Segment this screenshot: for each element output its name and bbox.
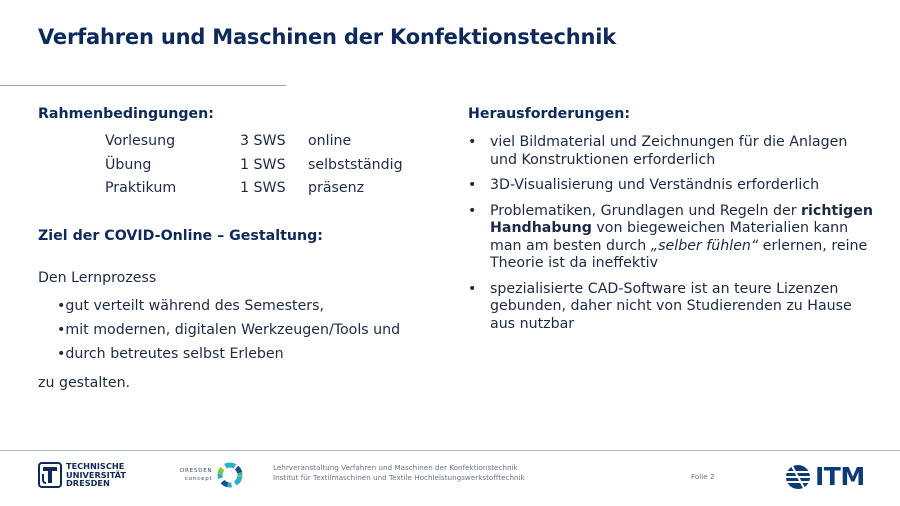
logo-line: DRESDEN [180,468,213,474]
list-item [468,134,878,169]
logo-line: concept [184,476,213,482]
text-segment: von biegeweichen Materialien kann man am besten durch [490,220,849,254]
schedule-hours: 1 SWS [240,180,286,196]
logo-line: TECHNISCHE [66,461,125,472]
schedule-row [105,133,403,157]
challenges-heading: Herausforderungen: [468,106,631,122]
list-item [468,203,878,273]
logo-line: DRESDEN [66,478,110,489]
dresden-concept-logo [180,461,244,489]
dresden-concept-ring-icon [216,461,244,489]
text-segment: Problematiken, Grundlagen und Regeln der [490,202,802,219]
italic-text: „selber fühlen“ [650,237,759,254]
left-column [38,106,448,122]
conditions-heading: Rahmenbedingungen: [38,106,214,122]
text-segment: erlernen, reine Theorie ist da ineffektiv [490,237,868,271]
slide-title: Verfahren und Maschinen der Konfektionstechnik [38,25,616,49]
footer-line: Institut für Textilmaschinen und Textile Hochleistungswerkstofftechnik [273,473,525,482]
schedule-mode: selbstständig [308,156,403,173]
itm-wordmark: ITM [815,462,865,491]
slide-number: Folie 2 [691,472,715,481]
schedule-row [105,180,403,204]
schedule-name: Übung [105,156,152,173]
list-item: •mit modernen, digitalen Werkzeugen/Tools und [57,322,401,338]
tu-dresden-logo [38,462,126,488]
challenge-text: 3D-Visualisierung und Verständnis erforderlich [490,177,820,193]
goal-intro: Den Lernprozess [38,270,157,286]
list-item [468,177,878,195]
footer-line: Lehrveranstaltung Verfahren und Maschinen der Konfektionstechnik [273,463,518,472]
dresden-concept-wordmark [180,467,212,483]
challenge-text [490,203,878,273]
footer-course-info [273,463,525,483]
schedule-table [105,133,403,204]
list-item [468,281,878,334]
bullet-icon: • [468,134,477,150]
goal-heading: Ziel der COVID-Online – Gestaltung: [38,228,323,244]
goal-bullet-list [57,298,400,370]
challenges-list [468,134,878,341]
list-item: •gut verteilt während des Semesters, [57,298,325,314]
schedule-mode: online [308,133,352,149]
bullet-icon: • [468,280,477,297]
goal-outro: zu gestalten. [38,375,131,391]
bullet-icon: • [468,177,477,193]
schedule-name: Praktikum [105,180,177,196]
right-column [468,106,878,122]
emphasis-text: richtigen Handhabung [490,202,873,236]
itm-logo [784,462,865,491]
logo-line: UNIVERSITÄT [66,469,126,480]
tu-dresden-emblem-icon [38,462,62,488]
schedule-mode: präsenz [308,180,365,196]
schedule-row [105,157,403,181]
challenge-text: spezialisierte CAD-Software ist an teure Lizenzen gebunden, daher nicht von Studierenden zu Hause aus nutzbar [490,280,852,332]
tu-dresden-wordmark [66,462,126,488]
list-item: •durch betreutes selbst Erleben [57,346,284,362]
itm-globe-icon [784,463,812,491]
title-divider [0,85,286,86]
challenge-text: viel Bildmaterial und Zeichnungen für die Anlagen und Konstruktionen erforderlich [490,134,848,168]
schedule-name: Vorlesung [105,133,176,149]
footer-divider [0,450,900,451]
bullet-icon: • [468,202,477,219]
schedule-hours: 3 SWS [240,133,286,149]
schedule-hours: 1 SWS [240,156,286,173]
